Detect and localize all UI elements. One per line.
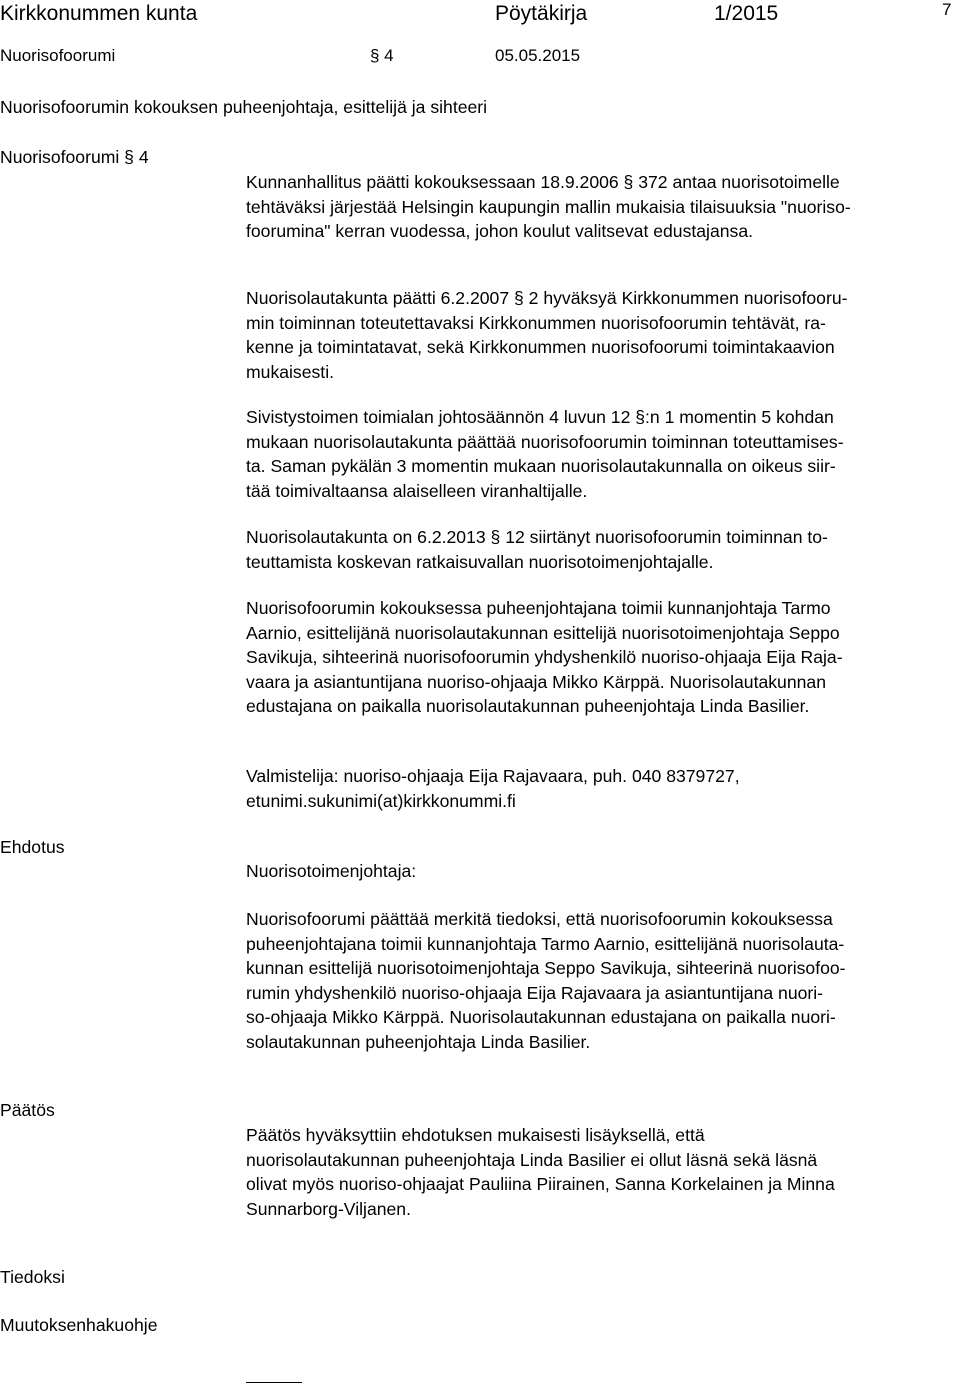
page-title: Nuorisofoorumin kokouksen puheenjohtaja, esittelijä ja sihteeri bbox=[0, 97, 488, 117]
text-line: Nuorisotoimenjohtaja: bbox=[246, 861, 417, 881]
text-line: kenne ja toimintatavat, sekä Kirkkonummen nuorisofoorumi toimintakaavion bbox=[246, 337, 835, 357]
paragraph-3 bbox=[246, 405, 960, 503]
proposal-text bbox=[246, 907, 960, 1054]
page-number: 7 bbox=[942, 0, 952, 19]
text-line: Nuorisofoorumi päättää merkitä tiedoksi, että nuorisofoorumin kokouksessa bbox=[246, 909, 833, 929]
municipality-name: Kirkkonummen kunta bbox=[0, 2, 198, 25]
text-line: etunimi.sukunimi(at)kirkkonummi.fi bbox=[246, 790, 516, 811]
text-line: min toiminnan toteutettavaksi Kirkkonummen nuorisofoorumin tehtävät, ra- bbox=[246, 312, 826, 333]
section-number: § 4 bbox=[370, 46, 394, 65]
text-line: edustajana on paikalla nuorisolautakunnan puheenjohtaja Linda Basilier. bbox=[246, 696, 810, 716]
text-line: foorumina" kerran vuodessa, johon koulut valitsevat edustajansa. bbox=[246, 221, 753, 241]
text-line: so-ohjaaja Mikko Kärppä. Nuorisolautakunnan edustajana on paikalla nuori- bbox=[246, 1007, 836, 1027]
text-line: Aarnio, esittelijänä nuorisolautakunnan esittelijä nuorisotoimenjohtaja Seppo bbox=[246, 622, 840, 643]
item-reference: Nuorisofoorumi § 4 bbox=[0, 147, 149, 167]
document-number: 1/2015 bbox=[714, 2, 779, 25]
body-name: Nuorisofoorumi bbox=[0, 46, 116, 65]
text-line: puheenjohtajana toimii kunnanjohtaja Tarmo Aarnio, esittelijänä nuorisolauta- bbox=[246, 933, 845, 954]
text-line: kunnan esittelijä nuorisotoimenjohtaja Seppo Savikuja, sihteerinä nuorisofoo- bbox=[246, 958, 846, 978]
text-line: Nuorisolautakunta on 6.2.2013 § 12 siirtänyt nuorisofoorumin toiminnan to- bbox=[246, 527, 828, 547]
meeting-date: 05.05.2015 bbox=[495, 46, 581, 65]
paragraph-2 bbox=[246, 286, 960, 384]
appeal-label: Muutoksenhakuohje bbox=[0, 1315, 158, 1335]
document-type: Pöytäkirja bbox=[495, 2, 588, 25]
decision-text bbox=[246, 1123, 960, 1221]
paragraph-4 bbox=[246, 525, 960, 574]
text-line: Kunnanhallitus päätti kokouksessaan 18.9.2006 § 372 antaa nuorisotoimelle bbox=[246, 172, 840, 192]
text-line: Valmistelija: nuoriso-ohjaaja Eija Rajavaara, puh. 040 8379727, bbox=[246, 766, 740, 786]
paragraph-5 bbox=[246, 596, 960, 719]
text-line: ta. Saman pykälän 3 momentin mukaan nuorisolautakunnalla on oikeus siir- bbox=[246, 456, 836, 476]
separator-line bbox=[246, 1382, 302, 1383]
text-line: Päätös hyväksyttiin ehdotuksen mukaisesti lisäyksellä, että bbox=[246, 1125, 705, 1145]
text-line: mukaan nuorisolautakunta päättää nuorisofoorumin toiminnan toteuttamises- bbox=[246, 431, 844, 452]
text-line: Savikuja, sihteerinä nuorisofoorumin yhdyshenkilö nuoriso-ohjaaja Eija Raja- bbox=[246, 647, 843, 667]
proposal-label: Ehdotus bbox=[0, 837, 65, 857]
text-line: nuorisolautakunnan puheenjohtaja Linda Basilier ei ollut läsnä sekä läsnä bbox=[246, 1149, 818, 1170]
text-line: olivat myös nuoriso-ohjaajat Pauliina Piirainen, Sanna Korkelainen ja Minna bbox=[246, 1174, 835, 1194]
text-line: Nuorisofoorumin kokouksessa puheenjohtajana toimii kunnanjohtaja Tarmo bbox=[246, 598, 831, 618]
text-line: tehtäväksi järjestää Helsingin kaupungin mallin mukaisia tilaisuuksia "nuoriso- bbox=[246, 196, 851, 217]
text-line: teuttamista koskevan ratkaisuvallan nuorisotoimenjohtajalle. bbox=[246, 551, 714, 572]
preparer-info bbox=[246, 764, 960, 813]
text-line: vaara ja asiantuntijana nuoriso-ohjaaja Mikko Kärppä. Nuorisolautakunnan bbox=[246, 671, 826, 692]
text-line: Sivistystoimen toimialan johtosäännön 4 luvun 12 §:n 1 momentin 5 kohdan bbox=[246, 407, 834, 427]
decision-label: Päätös bbox=[0, 1100, 55, 1120]
proposer bbox=[246, 859, 960, 884]
info-label: Tiedoksi bbox=[0, 1267, 65, 1287]
text-line: solautakunnan puheenjohtaja Linda Basilier. bbox=[246, 1031, 591, 1052]
text-line: Nuorisolautakunta päätti 6.2.2007 § 2 hyväksyä Kirkkonummen nuorisofooru- bbox=[246, 288, 848, 308]
text-line: rumin yhdyshenkilö nuoriso-ohjaaja Eija Rajavaara ja asiantuntijana nuori- bbox=[246, 982, 824, 1003]
text-line: mukaisesti. bbox=[246, 361, 334, 382]
text-line: tää toimivaltaansa alaiselleen viranhaltijalle. bbox=[246, 480, 588, 501]
text-line: Sunnarborg-Viljanen. bbox=[246, 1198, 411, 1219]
paragraph-1 bbox=[246, 170, 960, 244]
